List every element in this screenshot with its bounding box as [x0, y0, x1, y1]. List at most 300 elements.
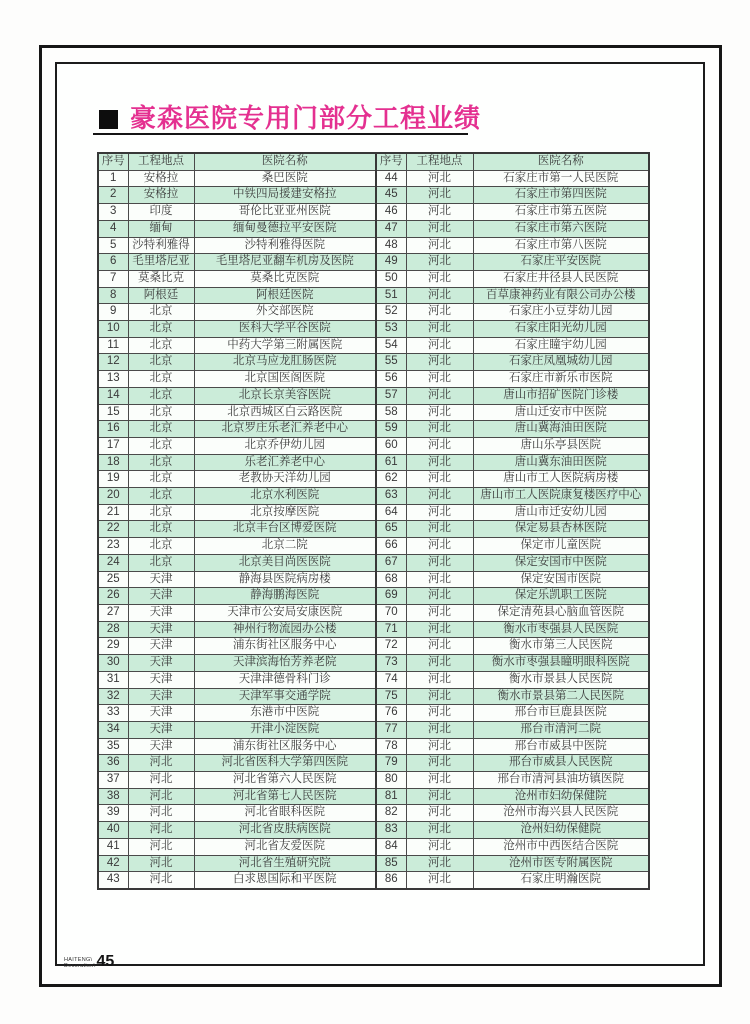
cell-seq: 74 [376, 671, 406, 688]
cell-seq: 69 [376, 588, 406, 605]
cell-location: 河北 [406, 371, 473, 388]
cell-hospital-name: 邢台市清河二院 [473, 721, 649, 738]
cell-hospital-name: 保定市儿童医院 [473, 538, 649, 555]
cell-seq: 18 [98, 454, 128, 471]
table-row [98, 337, 649, 354]
cell-hospital-name: 医科大学平谷医院 [194, 321, 376, 338]
page-number: 45 [96, 953, 115, 970]
cell-seq: 82 [376, 805, 406, 822]
table-row [98, 437, 649, 454]
cell-seq: 2 [98, 187, 128, 204]
cell-location: 河北 [406, 170, 473, 187]
cell-seq: 75 [376, 688, 406, 705]
cell-seq: 6 [98, 254, 128, 271]
cell-hospital-name: 河北省友爱医院 [194, 838, 376, 855]
cell-seq: 40 [98, 822, 128, 839]
cell-seq: 83 [376, 822, 406, 839]
table-row [98, 554, 649, 571]
cell-hospital-name: 石家庄瞳宇幼儿园 [473, 337, 649, 354]
cell-location: 天津 [128, 571, 194, 588]
cell-location: 印度 [128, 204, 194, 221]
cell-seq: 68 [376, 571, 406, 588]
cell-seq: 49 [376, 254, 406, 271]
header-seq-right: 序号 [376, 153, 406, 170]
cell-hospital-name: 保定安国市医院 [473, 571, 649, 588]
cell-location: 河北 [128, 772, 194, 789]
table-row [98, 638, 649, 655]
cell-location: 沙特利雅得 [128, 237, 194, 254]
header-location-right: 工程地点 [406, 153, 473, 170]
cell-hospital-name: 开津小淀医院 [194, 721, 376, 738]
table-row [98, 772, 649, 789]
cell-seq: 66 [376, 538, 406, 555]
header-seq-left: 序号 [98, 153, 128, 170]
cell-location: 北京 [128, 371, 194, 388]
cell-location: 北京 [128, 488, 194, 505]
cell-seq: 73 [376, 655, 406, 672]
cell-location: 北京 [128, 321, 194, 338]
cell-hospital-name: 邢台市威县中医院 [473, 738, 649, 755]
table-row [98, 705, 649, 722]
cell-location: 北京 [128, 354, 194, 371]
cell-location: 河北 [406, 638, 473, 655]
cell-seq: 46 [376, 204, 406, 221]
table-row [98, 220, 649, 237]
cell-seq: 31 [98, 671, 128, 688]
cell-location: 河北 [406, 688, 473, 705]
title-bullet-icon [99, 110, 118, 129]
cell-seq: 72 [376, 638, 406, 655]
page-title: 豪森医院专用门部分工程业绩 [130, 103, 482, 133]
cell-seq: 5 [98, 237, 128, 254]
table-row [98, 571, 649, 588]
table-row [98, 738, 649, 755]
cell-seq: 36 [98, 755, 128, 772]
table-row [98, 721, 649, 738]
cell-location: 河北 [406, 738, 473, 755]
cell-location: 天津 [128, 621, 194, 638]
cell-location: 河北 [406, 554, 473, 571]
cell-location: 河北 [406, 521, 473, 538]
cell-location: 河北 [406, 805, 473, 822]
cell-hospital-name: 衡水市景县人民医院 [473, 671, 649, 688]
cell-hospital-name: 毛里塔尼亚翻车机房及医院 [194, 254, 376, 271]
title-underline [93, 133, 468, 135]
cell-location: 河北 [406, 872, 473, 889]
cell-location: 北京 [128, 454, 194, 471]
cell-hospital-name: 莫桑比克医院 [194, 270, 376, 287]
cell-seq: 85 [376, 855, 406, 872]
cell-seq: 7 [98, 270, 128, 287]
cell-location: 河北 [406, 671, 473, 688]
cell-hospital-name: 北京西城区白云路医院 [194, 404, 376, 421]
cell-hospital-name: 石家庄市第一人民医院 [473, 170, 649, 187]
cell-hospital-name: 河北省医科大学第四医院 [194, 755, 376, 772]
cell-seq: 45 [376, 187, 406, 204]
cell-seq: 23 [98, 538, 128, 555]
cell-location: 河北 [406, 387, 473, 404]
cell-hospital-name: 河北省眼科医院 [194, 805, 376, 822]
table-row [98, 538, 649, 555]
cell-location: 北京 [128, 538, 194, 555]
cell-seq: 50 [376, 270, 406, 287]
cell-hospital-name: 衡水市枣强县瞳明眼科医院 [473, 655, 649, 672]
cell-hospital-name: 浦东街社区服务中心 [194, 738, 376, 755]
cell-location: 河北 [406, 621, 473, 638]
cell-location: 阿根廷 [128, 287, 194, 304]
cell-seq: 63 [376, 488, 406, 505]
cell-hospital-name: 沧州妇幼保健院 [473, 822, 649, 839]
cell-seq: 11 [98, 337, 128, 354]
footer-brand-line1: HAITENG\ [64, 957, 93, 963]
cell-seq: 81 [376, 788, 406, 805]
cell-location: 河北 [128, 872, 194, 889]
cell-location: 河北 [406, 421, 473, 438]
cell-seq: 59 [376, 421, 406, 438]
cell-hospital-name: 神州行物流园办公楼 [194, 621, 376, 638]
cell-seq: 60 [376, 437, 406, 454]
cell-hospital-name: 北京水利医院 [194, 488, 376, 505]
cell-seq: 70 [376, 604, 406, 621]
cell-hospital-name: 天津市公安局安康医院 [194, 604, 376, 621]
table-row [98, 855, 649, 872]
cell-seq: 22 [98, 521, 128, 538]
cell-location: 天津 [128, 705, 194, 722]
cell-seq: 48 [376, 237, 406, 254]
cell-seq: 58 [376, 404, 406, 421]
cell-seq: 26 [98, 588, 128, 605]
cell-location: 莫桑比克 [128, 270, 194, 287]
cell-seq: 30 [98, 655, 128, 672]
cell-hospital-name: 中铁四局援建安格拉 [194, 187, 376, 204]
cell-hospital-name: 中药大学第三附属医院 [194, 337, 376, 354]
cell-hospital-name: 唐山冀东油田医院 [473, 454, 649, 471]
cell-location: 河北 [406, 454, 473, 471]
cell-location: 河北 [406, 254, 473, 271]
cell-seq: 27 [98, 604, 128, 621]
cell-hospital-name: 石家庄市第四医院 [473, 187, 649, 204]
cell-location: 河北 [406, 471, 473, 488]
cell-location: 北京 [128, 337, 194, 354]
cell-hospital-name: 石家庄平安医院 [473, 254, 649, 271]
cell-location: 河北 [406, 838, 473, 855]
cell-seq: 71 [376, 621, 406, 638]
cell-seq: 51 [376, 287, 406, 304]
cell-hospital-name: 沧州市海兴县人民医院 [473, 805, 649, 822]
cell-hospital-name: 北京长京美容医院 [194, 387, 376, 404]
cell-location: 河北 [128, 838, 194, 855]
cell-seq: 9 [98, 304, 128, 321]
cell-location: 毛里塔尼亚 [128, 254, 194, 271]
cell-seq: 29 [98, 638, 128, 655]
cell-hospital-name: 阿根廷医院 [194, 287, 376, 304]
cell-location: 天津 [128, 604, 194, 621]
table-row [98, 805, 649, 822]
table-row [98, 287, 649, 304]
cell-location: 河北 [128, 822, 194, 839]
cell-location: 北京 [128, 387, 194, 404]
cell-hospital-name: 唐山迁安市中医院 [473, 404, 649, 421]
cell-location: 河北 [406, 822, 473, 839]
cell-location: 天津 [128, 671, 194, 688]
cell-location: 北京 [128, 504, 194, 521]
cell-location: 河北 [406, 655, 473, 672]
cell-location: 北京 [128, 437, 194, 454]
cell-hospital-name: 邢台市巨鹿县医院 [473, 705, 649, 722]
cell-hospital-name: 静海鹏海医院 [194, 588, 376, 605]
table-row [98, 170, 649, 187]
cell-hospital-name: 石家庄市新乐市医院 [473, 371, 649, 388]
cell-seq: 54 [376, 337, 406, 354]
cell-location: 安格拉 [128, 170, 194, 187]
cell-seq: 10 [98, 321, 128, 338]
cell-hospital-name: 北京罗庄乐老汇养老中心 [194, 421, 376, 438]
table-row [98, 254, 649, 271]
cell-location: 河北 [406, 504, 473, 521]
cell-hospital-name: 沙特利雅得医院 [194, 237, 376, 254]
cell-location: 河北 [406, 538, 473, 555]
footer-brand-line2: Decoration\ [64, 963, 96, 969]
cell-hospital-name: 唐山市迁安幼儿园 [473, 504, 649, 521]
cell-hospital-name: 河北省生殖研究院 [194, 855, 376, 872]
header-hospital-left: 医院名称 [194, 153, 376, 170]
cell-location: 天津 [128, 721, 194, 738]
cell-seq: 32 [98, 688, 128, 705]
cell-location: 河北 [406, 220, 473, 237]
table-row [98, 788, 649, 805]
cell-seq: 35 [98, 738, 128, 755]
cell-seq: 28 [98, 621, 128, 638]
cell-seq: 76 [376, 705, 406, 722]
table-row [98, 404, 649, 421]
cell-location: 河北 [406, 571, 473, 588]
table-row [98, 872, 649, 889]
table-row [98, 504, 649, 521]
cell-hospital-name: 邢台市威县人民医院 [473, 755, 649, 772]
table-row [98, 838, 649, 855]
table-row [98, 454, 649, 471]
cell-hospital-name: 静海县医院病房楼 [194, 571, 376, 588]
cell-hospital-name: 石家庄明瀚医院 [473, 872, 649, 889]
cell-seq: 64 [376, 504, 406, 521]
cell-seq: 15 [98, 404, 128, 421]
page-footer [64, 947, 114, 971]
cell-location: 河北 [128, 755, 194, 772]
performance-table [97, 152, 650, 890]
table-row [98, 187, 649, 204]
cell-hospital-name: 邢台市清河县油坊镇医院 [473, 772, 649, 789]
cell-location: 河北 [406, 270, 473, 287]
cell-hospital-name: 乐老汇养老中心 [194, 454, 376, 471]
cell-seq: 21 [98, 504, 128, 521]
cell-location: 天津 [128, 738, 194, 755]
cell-hospital-name: 白求恩国际和平医院 [194, 872, 376, 889]
cell-seq: 67 [376, 554, 406, 571]
cell-hospital-name: 百草康神药业有限公司办公楼 [473, 287, 649, 304]
cell-seq: 52 [376, 304, 406, 321]
cell-location: 河北 [128, 788, 194, 805]
cell-seq: 44 [376, 170, 406, 187]
cell-hospital-name: 保定乐凯职工医院 [473, 588, 649, 605]
cell-hospital-name: 唐山市招矿医院门诊楼 [473, 387, 649, 404]
cell-hospital-name: 衡水市景县第二人民医院 [473, 688, 649, 705]
header-location-left: 工程地点 [128, 153, 194, 170]
cell-seq: 17 [98, 437, 128, 454]
cell-seq: 41 [98, 838, 128, 855]
cell-hospital-name: 北京二院 [194, 538, 376, 555]
cell-hospital-name: 石家庄阳光幼儿园 [473, 321, 649, 338]
table-row [98, 755, 649, 772]
cell-hospital-name: 衡水市枣强县人民医院 [473, 621, 649, 638]
cell-seq: 25 [98, 571, 128, 588]
cell-hospital-name: 哥伦比亚亚州医院 [194, 204, 376, 221]
cell-seq: 33 [98, 705, 128, 722]
cell-hospital-name: 河北省皮肤病医院 [194, 822, 376, 839]
cell-seq: 55 [376, 354, 406, 371]
cell-location: 安格拉 [128, 187, 194, 204]
cell-hospital-name: 石家庄市第五医院 [473, 204, 649, 221]
table-row [98, 488, 649, 505]
table-row [98, 604, 649, 621]
cell-seq: 12 [98, 354, 128, 371]
cell-seq: 65 [376, 521, 406, 538]
cell-location: 河北 [406, 721, 473, 738]
cell-seq: 42 [98, 855, 128, 872]
cell-seq: 86 [376, 872, 406, 889]
cell-hospital-name: 唐山冀海油田医院 [473, 421, 649, 438]
cell-hospital-name: 天津津德骨科门诊 [194, 671, 376, 688]
cell-location: 北京 [128, 471, 194, 488]
cell-seq: 24 [98, 554, 128, 571]
cell-hospital-name: 保定清苑县心脑血管医院 [473, 604, 649, 621]
cell-location: 河北 [406, 321, 473, 338]
cell-location: 河北 [406, 187, 473, 204]
cell-location: 北京 [128, 521, 194, 538]
cell-location: 天津 [128, 588, 194, 605]
section-title-block [97, 98, 497, 138]
table-row [98, 671, 649, 688]
cell-location: 河北 [406, 287, 473, 304]
cell-seq: 20 [98, 488, 128, 505]
cell-seq: 80 [376, 772, 406, 789]
cell-hospital-name: 石家庄小豆芽幼儿园 [473, 304, 649, 321]
cell-seq: 78 [376, 738, 406, 755]
cell-location: 河北 [128, 805, 194, 822]
cell-location: 天津 [128, 688, 194, 705]
table-row [98, 822, 649, 839]
cell-seq: 62 [376, 471, 406, 488]
cell-hospital-name: 北京美目尚医医院 [194, 554, 376, 571]
table-header-row [98, 153, 649, 170]
cell-hospital-name: 河北省第七人民医院 [194, 788, 376, 805]
cell-hospital-name: 天津滨海怡芳养老院 [194, 655, 376, 672]
cell-seq: 4 [98, 220, 128, 237]
cell-hospital-name: 桑巴医院 [194, 170, 376, 187]
cell-seq: 16 [98, 421, 128, 438]
cell-seq: 37 [98, 772, 128, 789]
cell-location: 河北 [406, 354, 473, 371]
table-row [98, 371, 649, 388]
performance-table-body [98, 170, 649, 889]
cell-location: 河北 [406, 204, 473, 221]
cell-location: 河北 [406, 604, 473, 621]
cell-hospital-name: 保定安国市中医院 [473, 554, 649, 571]
cell-hospital-name: 北京国医阁医院 [194, 371, 376, 388]
cell-seq: 84 [376, 838, 406, 855]
table-row [98, 387, 649, 404]
cell-hospital-name: 沧州市妇幼保健院 [473, 788, 649, 805]
cell-seq: 19 [98, 471, 128, 488]
cell-hospital-name: 北京丰台区博爱医院 [194, 521, 376, 538]
cell-hospital-name: 北京马应龙肛肠医院 [194, 354, 376, 371]
cell-hospital-name: 缅甸曼德拉平安医院 [194, 220, 376, 237]
cell-hospital-name: 外交部医院 [194, 304, 376, 321]
cell-hospital-name: 石家庄井径县人民医院 [473, 270, 649, 287]
cell-seq: 61 [376, 454, 406, 471]
cell-hospital-name: 老教协天洋幼儿园 [194, 471, 376, 488]
cell-seq: 56 [376, 371, 406, 388]
cell-hospital-name: 唐山市工人医院康复楼医疗中心 [473, 488, 649, 505]
table-row [98, 237, 649, 254]
cell-hospital-name: 东港市中医院 [194, 705, 376, 722]
table-row [98, 270, 649, 287]
table-row [98, 688, 649, 705]
cell-seq: 57 [376, 387, 406, 404]
cell-location: 河北 [406, 304, 473, 321]
cell-seq: 13 [98, 371, 128, 388]
cell-location: 河北 [406, 755, 473, 772]
cell-hospital-name: 唐山市工人医院病房楼 [473, 471, 649, 488]
cell-location: 河北 [406, 404, 473, 421]
cell-seq: 1 [98, 170, 128, 187]
cell-location: 北京 [128, 554, 194, 571]
cell-location: 河北 [406, 488, 473, 505]
cell-seq: 34 [98, 721, 128, 738]
cell-hospital-name: 天津军事交通学院 [194, 688, 376, 705]
cell-location: 缅甸 [128, 220, 194, 237]
cell-location: 河北 [406, 855, 473, 872]
table-row [98, 655, 649, 672]
cell-hospital-name: 北京按摩医院 [194, 504, 376, 521]
table-row [98, 421, 649, 438]
cell-hospital-name: 石家庄凤凰城幼儿园 [473, 354, 649, 371]
footer-brand [64, 957, 95, 971]
cell-location: 河北 [406, 237, 473, 254]
cell-location: 河北 [406, 788, 473, 805]
cell-seq: 47 [376, 220, 406, 237]
cell-hospital-name: 石家庄市第六医院 [473, 220, 649, 237]
table-row [98, 471, 649, 488]
cell-location: 河北 [406, 588, 473, 605]
table-row [98, 354, 649, 371]
cell-hospital-name: 石家庄市第八医院 [473, 237, 649, 254]
table-row [98, 621, 649, 638]
cell-seq: 38 [98, 788, 128, 805]
table-row [98, 521, 649, 538]
cell-location: 天津 [128, 655, 194, 672]
cell-seq: 39 [98, 805, 128, 822]
cell-seq: 53 [376, 321, 406, 338]
cell-location: 河北 [406, 437, 473, 454]
cell-hospital-name: 保定易县杏林医院 [473, 521, 649, 538]
table-row [98, 321, 649, 338]
cell-location: 河北 [406, 705, 473, 722]
cell-seq: 8 [98, 287, 128, 304]
cell-seq: 77 [376, 721, 406, 738]
cell-location: 天津 [128, 638, 194, 655]
cell-hospital-name: 唐山乐亭县医院 [473, 437, 649, 454]
cell-seq: 43 [98, 872, 128, 889]
